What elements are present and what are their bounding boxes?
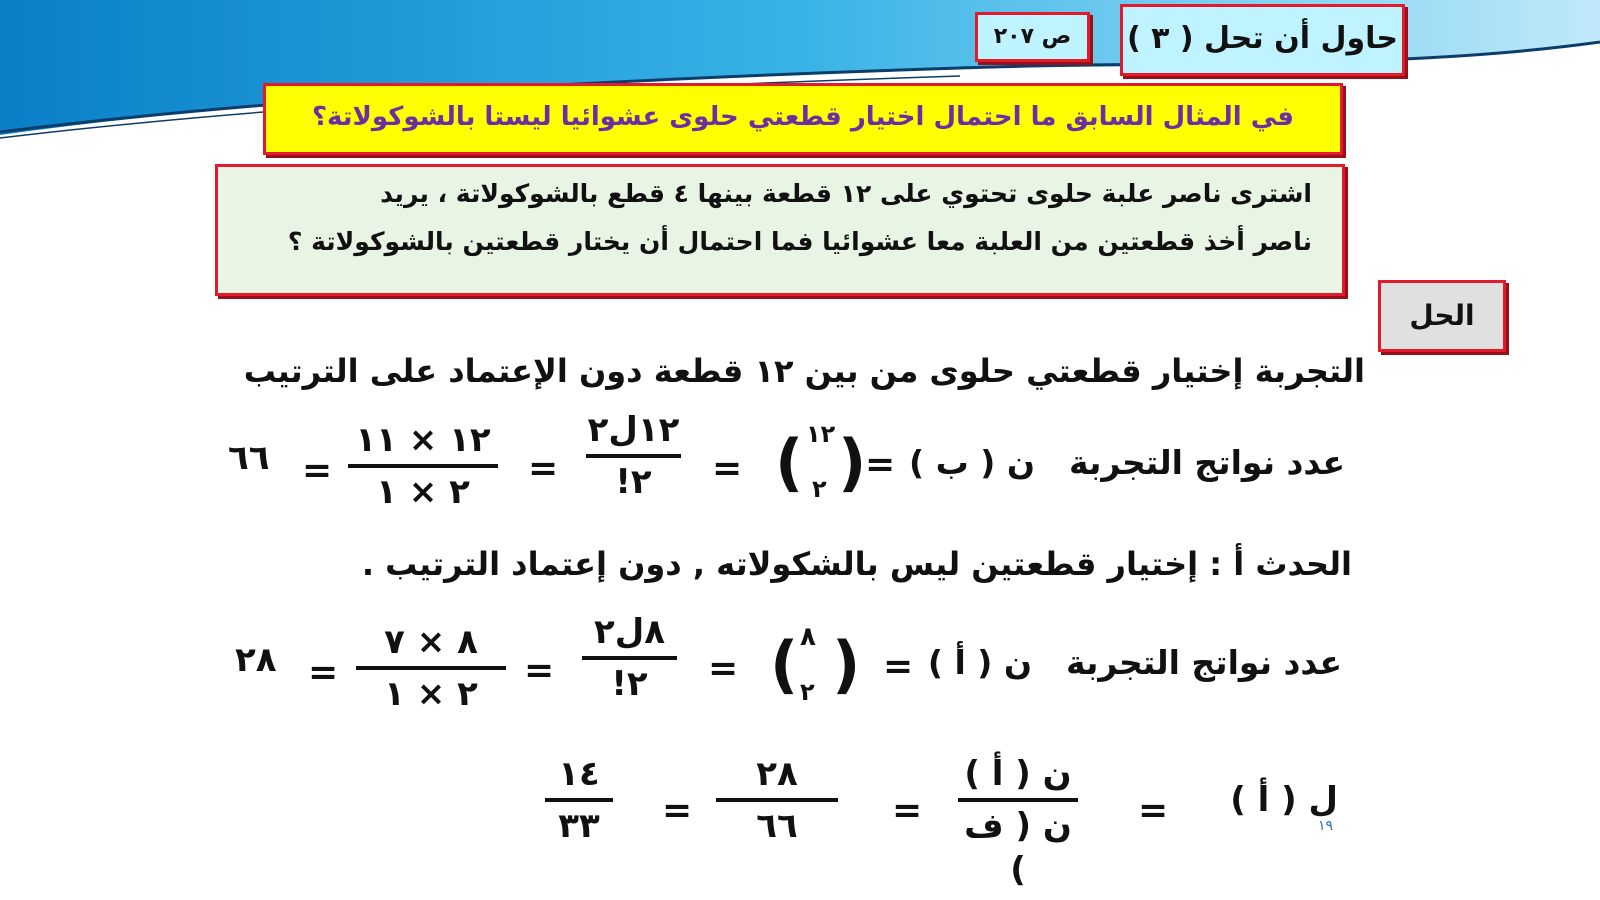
row2-result: ٢٨ <box>235 640 277 680</box>
row2-equals-3: = <box>524 650 555 691</box>
row2-perm-bar <box>582 656 677 660</box>
row1-equals-1: = <box>865 444 896 485</box>
row3-f1-denominator: ن ( ف ) <box>964 806 1072 890</box>
row1-mul-numerator: ١٢ × ١١ <box>355 420 491 460</box>
row3-equals-2: = <box>892 790 923 831</box>
row3-f2-bar <box>716 798 838 802</box>
row3-equals-1: = <box>1138 790 1169 831</box>
row3-fraction-2 <box>716 752 838 848</box>
row1-comb-top: ١٢ <box>806 420 836 448</box>
row1-mul-denominator: ٢ × ١ <box>376 472 470 512</box>
row1-n-symbol: ن ( ب ) <box>909 443 1035 482</box>
row2-comb-top: ٨ <box>800 622 816 652</box>
row3-f1-numerator: ن ( أ ) <box>964 754 1072 794</box>
try-title-text: حاول أن تحل ( ٣ ) <box>1126 21 1399 56</box>
row2-equals-4: = <box>308 652 339 693</box>
problem-line-2: ناصر أخذ قطعتين من العلبة معا عشوائيا فما احتمال أن يختار قطعتين بالشوكولاتة ؟ <box>287 227 1312 256</box>
row2-close-paren: ( <box>770 628 799 701</box>
page-reference-box <box>975 12 1090 62</box>
slide-number: ١٩ <box>1318 818 1334 834</box>
row2-outcomes-label: عدد نواتج التجربة <box>1066 643 1342 682</box>
row1-perm-denominator: ٢! <box>615 462 652 502</box>
event-a-description: الحدث أ : إختيار قطعتين ليس بالشكولاته , دون إعتماد الترتيب . <box>361 545 1352 583</box>
row2-mul-bar <box>356 666 506 670</box>
row3-f2-numerator: ٢٨ <box>756 754 798 794</box>
row2-mul-numerator: ٨ × ٧ <box>384 622 478 662</box>
row1-outcomes-label: عدد نواتج التجربة <box>1069 443 1345 482</box>
row2-perm-denominator: ٢! <box>611 664 648 704</box>
row1-mul-bar <box>348 464 498 468</box>
row1-equals-4: = <box>302 450 333 491</box>
try-title-box <box>1120 4 1405 76</box>
question-text: في المثال السابق ما احتمال اختيار قطعتي حلوى عشوائيا ليستا بالشوكولاتة؟ <box>311 102 1295 132</box>
row3-fraction-3 <box>545 752 613 848</box>
row3-fraction-1 <box>958 752 1078 892</box>
problem-box <box>215 164 1345 296</box>
row2-n-symbol: ن ( أ ) <box>927 643 1032 682</box>
row2-equals-2: = <box>708 648 739 689</box>
question-box <box>263 83 1343 155</box>
row1-perm-numerator: ١٢ل٢ <box>587 410 680 450</box>
row2-permutation-fraction <box>582 610 677 706</box>
row2-open-paren: ) <box>832 628 861 701</box>
row1-open-paren: ) <box>838 426 867 499</box>
row1-permutation-fraction <box>586 408 681 504</box>
row3-f2-denominator: ٦٦ <box>756 806 798 846</box>
row1-equals-2: = <box>712 448 743 489</box>
row2-mul-denominator: ٢ × ١ <box>384 674 478 714</box>
problem-line-1: اشترى ناصر علبة حلوى تحتوي على ١٢ قطعة بينها ٤ قطع بالشوكولاتة ، يريد <box>380 179 1312 208</box>
solution-label: الحل <box>1409 299 1475 332</box>
row2-comb-bottom: ٢ <box>800 678 815 706</box>
row3-f3-denominator: ٣٣ <box>558 806 600 846</box>
row3-f3-numerator: ١٤ <box>558 754 600 794</box>
solution-label-box <box>1378 280 1506 352</box>
row1-comb-bottom: ٢ <box>812 475 827 503</box>
row2-equals-1: = <box>883 646 914 687</box>
row2-multiplication-fraction <box>356 620 506 716</box>
probability-symbol: ل ( أ ) <box>1230 780 1338 820</box>
row1-result: ٦٦ <box>228 438 270 478</box>
row3-f1-bar <box>958 798 1078 802</box>
row1-multiplication-fraction <box>348 418 498 514</box>
row1-perm-bar <box>586 454 681 458</box>
page-reference-text: ص ٢٠٧ <box>993 24 1072 49</box>
row1-equals-3: = <box>528 448 559 489</box>
row3-f3-bar <box>545 798 613 802</box>
row1-close-paren: ( <box>775 426 804 499</box>
experiment-description: التجربة إختيار قطعتي حلوى من بين ١٢ قطعة دون الإعتماد على الترتيب <box>243 352 1365 390</box>
row2-perm-numerator: ٨ل٢ <box>593 612 666 652</box>
row3-equals-3: = <box>662 790 693 831</box>
